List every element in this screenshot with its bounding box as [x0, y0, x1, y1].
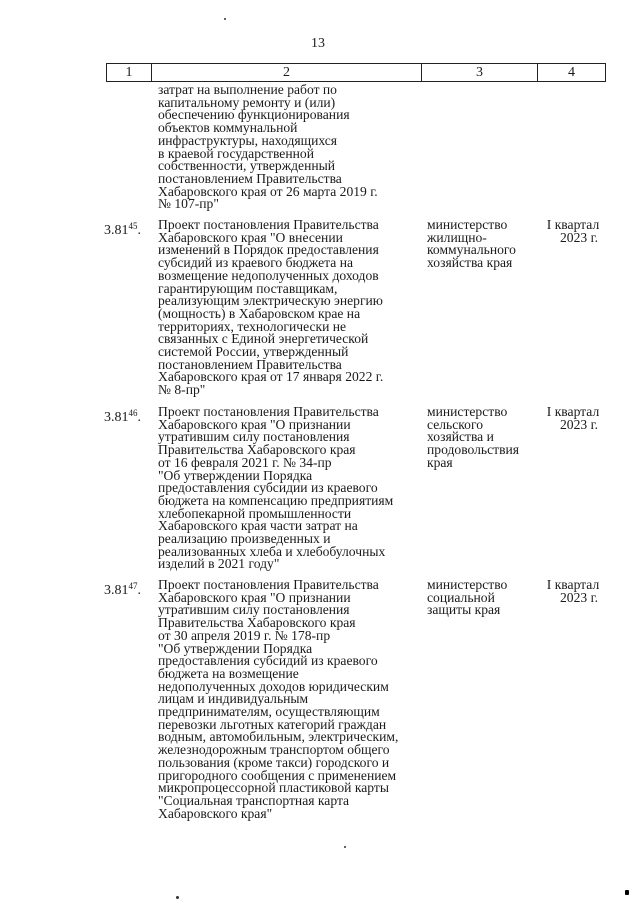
text-line: утратившим силу постановления: [158, 429, 350, 445]
text-line: Проект постановления Правительства: [158, 404, 379, 419]
row-responsible: [427, 579, 537, 617]
row-description: [158, 406, 420, 571]
text-line: Проект постановления Правительства: [158, 577, 379, 592]
text-line: продовольствия: [427, 442, 520, 458]
text-line: № 107-пр": [158, 196, 219, 212]
text-line: "Об утверждении Порядка: [158, 640, 313, 656]
header-col-2: 2: [152, 64, 422, 81]
text-line: в краевой государственной: [158, 145, 314, 161]
text-line: перевозки льготных категорий граждан: [158, 716, 387, 732]
continuation-text: [158, 84, 420, 211]
text-line: недополученных доходов юридическим: [158, 678, 389, 694]
text-line: пользования (кроме такси) городского и: [158, 754, 390, 770]
row-number-superscript: 45: [128, 221, 138, 231]
text-line: возмещение недополученных доходов: [158, 267, 379, 283]
text-line: предоставления субсидии из краевого: [158, 480, 378, 496]
text-line: хлебопекарной промышленности: [158, 505, 352, 521]
text-line: 2023 г.: [559, 416, 599, 432]
text-line: утратившим силу постановления: [158, 602, 350, 618]
row-description: [158, 219, 420, 397]
row-number-superscript: 46: [128, 408, 138, 418]
scan-speck: [344, 846, 346, 848]
row-number: 3.81$^{47}$.: [104, 581, 141, 598]
text-line: I квартал: [546, 404, 600, 419]
text-line: реализующим электрическую энергию: [158, 293, 383, 309]
text-line: Проект постановления Правительства: [158, 217, 379, 232]
row-responsible: [427, 406, 537, 470]
row-number-superscript: 47: [128, 581, 138, 591]
row-number: 3.81$^{46}$.: [104, 408, 141, 425]
text-line: изменений в Порядок предоставления: [158, 242, 379, 258]
text-line: министерство: [427, 404, 508, 419]
text-line: № 8-пр": [158, 382, 206, 398]
text-line: коммунального: [427, 242, 516, 258]
text-line: 2023 г.: [559, 589, 599, 605]
text-line: Хабаровского края "О признании: [158, 589, 351, 605]
text-line: инфраструктуры, находящихся: [158, 132, 338, 148]
text-line: министерство: [427, 217, 508, 232]
text-line: хозяйства и: [427, 429, 494, 445]
text-line: капитальному ремонту и (или): [158, 94, 336, 110]
text-line: субсидий из краевого бюджета на: [158, 255, 354, 271]
text-line: Хабаровского края "О признании: [158, 416, 351, 432]
header-col-1: 1: [107, 64, 152, 81]
text-line: лицам и индивидуальным: [158, 691, 309, 707]
text-line: края: [427, 454, 453, 470]
row-term: [540, 406, 606, 431]
text-line: объектов коммунальной: [158, 120, 298, 136]
text-line: постановлением Правительства: [158, 356, 342, 372]
text-line: министерство: [427, 577, 508, 592]
scan-speck: [224, 18, 226, 20]
text-line: постановлением Правительства: [158, 170, 342, 186]
text-line: бюджета на возмещение: [158, 665, 299, 681]
text-line: изделий в 2021 году": [158, 556, 280, 572]
text-line: хозяйства края: [427, 255, 513, 271]
text-line: гарантирующим поставщикам,: [158, 280, 338, 296]
text-line: Хабаровского края от 17 января 2022 г.: [158, 369, 384, 385]
text-line: Правительства Хабаровского края: [158, 615, 356, 631]
text-line: от 30 апреля 2019 г. № 178-пр: [158, 627, 331, 643]
text-line: пригородного сообщения с применением: [158, 767, 397, 783]
text-line: 2023 г.: [559, 229, 599, 245]
table-header-row: [106, 63, 606, 82]
text-line: собственности, утвержденный: [158, 158, 336, 174]
text-line: системой России, утвержденный: [158, 344, 349, 360]
text-line: Хабаровского края от 26 марта 2019 г.: [158, 183, 378, 199]
page-number: 13: [311, 36, 325, 51]
row-number: 3.81$^{45}$.: [104, 221, 141, 238]
text-line: реализованных хлеба и хлебобулочных: [158, 543, 386, 559]
text-line: защиты края: [427, 602, 501, 618]
text-line: I квартал: [546, 577, 600, 592]
text-line: затрат на выполнение работ по: [158, 82, 337, 97]
text-line: социальной: [427, 589, 495, 605]
text-line: от 16 февраля 2021 г. № 34-пр: [158, 454, 332, 470]
row-term: [540, 219, 606, 244]
text-line: (мощность) в Хабаровском крае на: [158, 305, 361, 321]
header-col-3: 3: [422, 64, 538, 81]
text-line: предпринимателям, осуществляющим: [158, 704, 380, 720]
text-line: обеспечению функционирования: [158, 107, 350, 123]
row-term: [540, 579, 606, 604]
text-line: микропроцессорной пластиковой карты: [158, 780, 389, 796]
scan-speck: [176, 896, 179, 899]
header-col-4: 4: [568, 65, 575, 80]
text-line: реализацию произведенных и: [158, 531, 331, 547]
scan-speck: [625, 890, 629, 895]
text-line: водным, автомобильным, электрическим,: [158, 729, 399, 745]
text-line: предоставления субсидий из краевого: [158, 653, 378, 669]
row-responsible: [427, 219, 537, 270]
text-line: жилищно-: [427, 229, 487, 245]
text-line: связанных с Единой энергетической: [158, 331, 369, 347]
text-line: железнодорожным транспортом общего: [158, 742, 390, 758]
text-line: Хабаровского края": [158, 805, 273, 821]
text-line: I квартал: [546, 217, 600, 232]
text-line: бюджета на компенсацию предприятиям: [158, 492, 394, 508]
text-line: Хабаровского края "О внесении: [158, 229, 343, 245]
text-line: сельского: [427, 416, 483, 432]
text-line: "Об утверждении Порядка: [158, 467, 313, 483]
row-description: [158, 579, 420, 820]
text-line: "Социальная транспортная карта: [158, 792, 350, 808]
text-line: Правительства Хабаровского края: [158, 442, 356, 458]
text-line: Хабаровского края части затрат на: [158, 518, 358, 534]
text-line: территориях, технологически не: [158, 318, 347, 334]
